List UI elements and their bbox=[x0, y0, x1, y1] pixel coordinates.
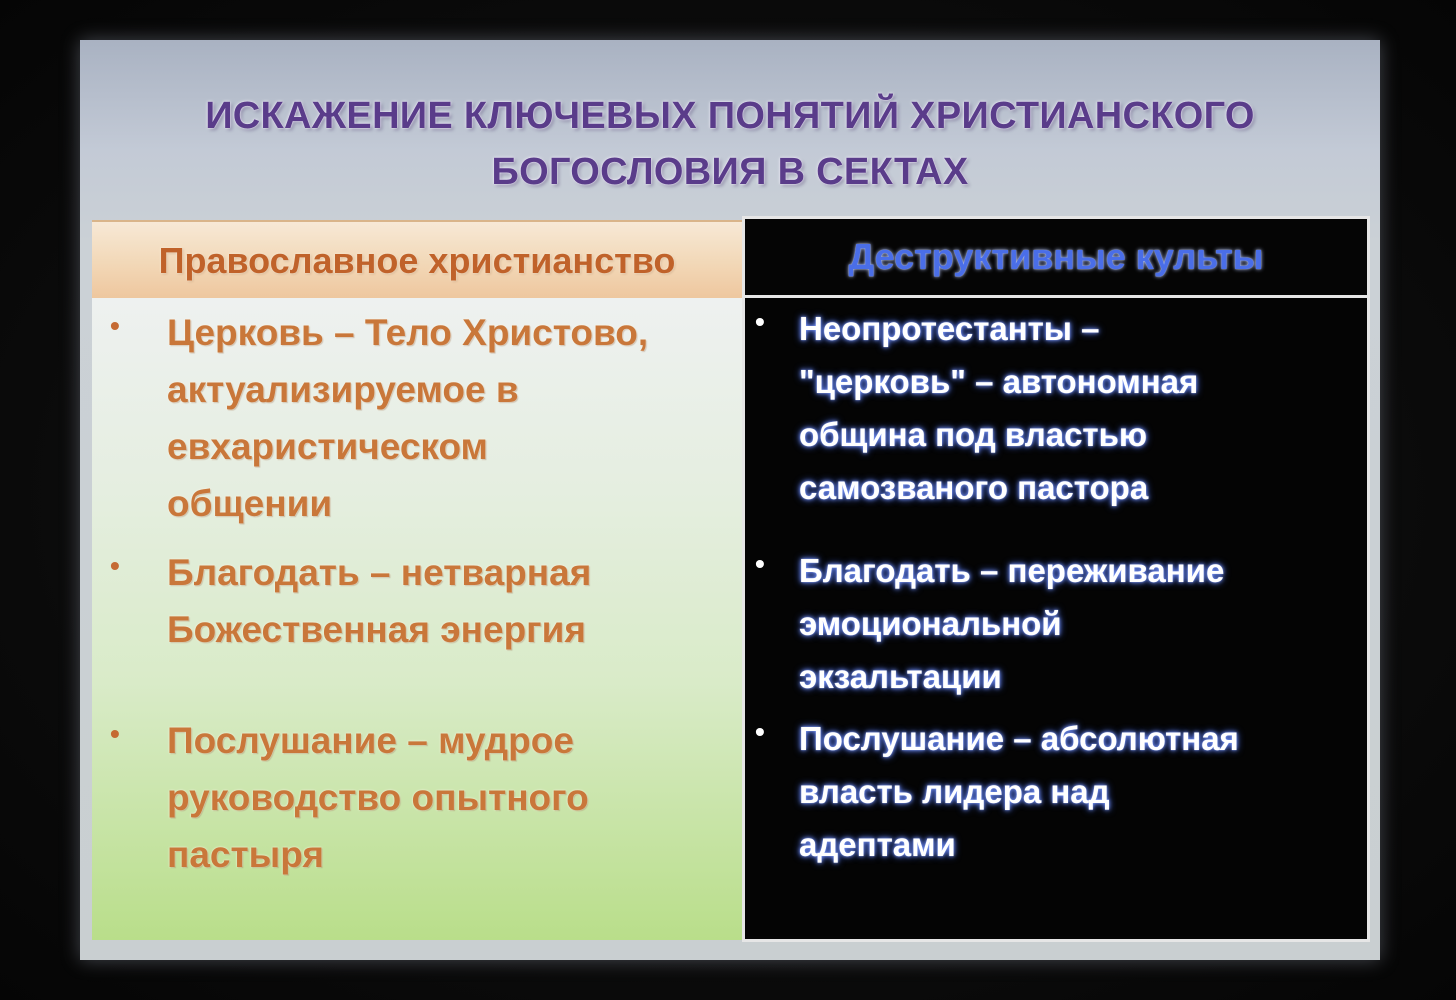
slide-title-line-1: ИСКАЖЕНИЕ КЛЮЧЕВЫХ ПОНЯТИЙ ХРИСТИАНСКОГО bbox=[205, 95, 1255, 137]
list-item-text bbox=[799, 544, 1355, 703]
bullet-icon: • bbox=[110, 310, 120, 341]
bullet-icon: • bbox=[755, 306, 765, 337]
list-item-text bbox=[167, 544, 730, 658]
list-item-text bbox=[799, 302, 1355, 514]
text-line: Церковь – Тело Христово, bbox=[167, 312, 649, 353]
bullet-icon: • bbox=[110, 550, 120, 581]
orthodox-item-obedience bbox=[110, 712, 730, 883]
text-line: экзальтации bbox=[799, 658, 1002, 695]
text-line: пастыря bbox=[167, 834, 324, 875]
orthodox-item-grace bbox=[110, 544, 730, 658]
text-line: эмоциональной bbox=[799, 605, 1062, 642]
text-line: власть лидера над bbox=[799, 773, 1110, 810]
text-line: адептами bbox=[799, 826, 956, 863]
cults-column-body bbox=[745, 298, 1367, 936]
text-line: Неопротестанты – bbox=[799, 310, 1100, 347]
bullet-icon: • bbox=[755, 716, 765, 747]
cults-bullet-list bbox=[745, 298, 1367, 936]
text-line: руководство опытного bbox=[167, 777, 589, 818]
orthodox-column-title: Православное христианство bbox=[158, 240, 676, 281]
orthodox-bullet-list bbox=[92, 298, 742, 940]
text-line: общении bbox=[167, 483, 333, 524]
text-line: евхаристическом bbox=[167, 426, 488, 467]
cults-item-church bbox=[755, 302, 1355, 514]
cults-column-title: Деструктивные культы bbox=[848, 236, 1264, 277]
cults-column bbox=[742, 216, 1370, 942]
text-line: Послушание – мудрое bbox=[167, 720, 574, 761]
orthodox-column-header bbox=[92, 220, 742, 300]
cults-item-grace bbox=[755, 544, 1355, 703]
text-line: актуализируемое в bbox=[167, 369, 519, 410]
text-line: община под властью bbox=[799, 416, 1148, 453]
slide-title bbox=[80, 88, 1380, 200]
text-line: Послушание – абсолютная bbox=[799, 720, 1239, 757]
text-line: Благодать – переживание bbox=[799, 552, 1225, 589]
text-line: Благодать – нетварная bbox=[167, 552, 592, 593]
list-item-text bbox=[167, 712, 730, 883]
list-item-text bbox=[799, 712, 1355, 871]
orthodox-column bbox=[92, 220, 742, 940]
text-line: самозваного пастора bbox=[799, 469, 1149, 506]
cults-column-header bbox=[745, 219, 1367, 298]
orthodox-column-body bbox=[92, 298, 742, 940]
text-line: "церковь" – автономная bbox=[799, 363, 1199, 400]
bullet-icon: • bbox=[755, 548, 765, 579]
cults-item-obedience bbox=[755, 712, 1355, 871]
orthodox-item-church bbox=[110, 304, 730, 532]
slide-title-line-2: БОГОСЛОВИЯ В СЕКТАХ bbox=[491, 151, 969, 193]
presentation-slide bbox=[80, 40, 1380, 960]
list-item-text bbox=[167, 304, 730, 532]
text-line: Божественная энергия bbox=[167, 609, 586, 650]
bullet-icon: • bbox=[110, 718, 120, 749]
